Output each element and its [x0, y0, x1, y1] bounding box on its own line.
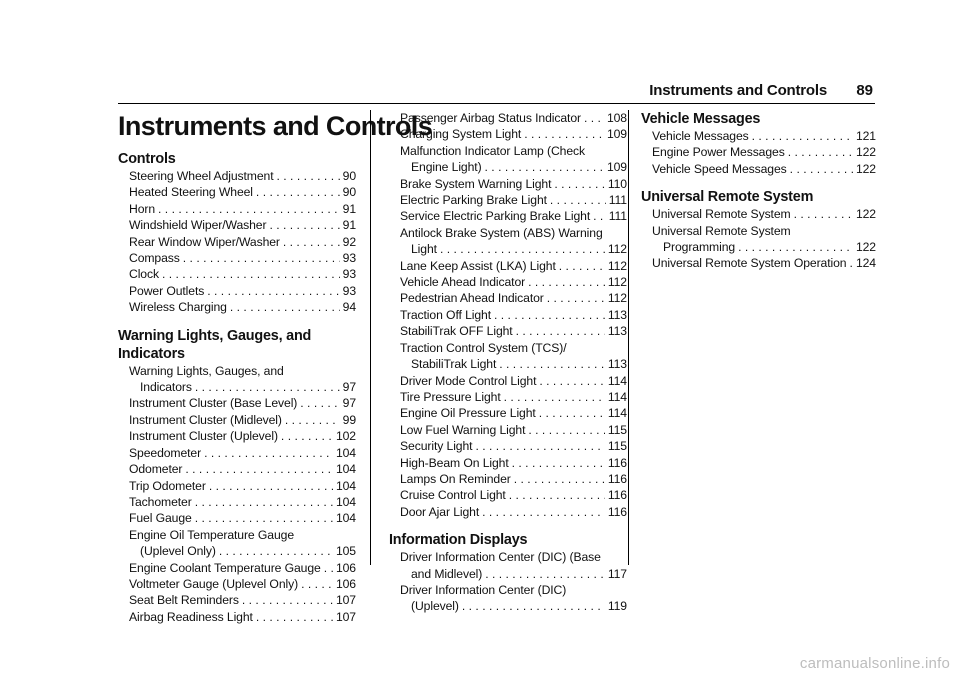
running-header-title: Instruments and Controls	[649, 82, 827, 99]
toc-entry-title: Instrument Cluster (Midlevel)	[129, 412, 282, 427]
dot-leader	[514, 471, 605, 487]
toc-page-number: 122	[855, 161, 876, 176]
toc-page-number: 90	[342, 185, 356, 200]
toc-entry-title: Warning Lights, Gauges, and	[129, 363, 284, 378]
toc-page-number: 121	[855, 129, 876, 143]
dot-leader	[547, 290, 605, 306]
toc-entry-title: Rear Window Wiper/Washer	[129, 234, 280, 249]
toc-entry-title: Seat Belt Reminders	[129, 593, 239, 608]
dot-leader	[550, 192, 606, 208]
toc-entry-title: Driver Information Center (DIC)	[400, 582, 567, 597]
toc-entry[interactable]	[389, 389, 627, 405]
dot-leader	[485, 566, 605, 582]
toc-entry[interactable]	[389, 422, 627, 438]
toc-entry[interactable]	[389, 504, 627, 520]
dot-leader	[195, 379, 340, 395]
dot-leader	[593, 208, 606, 224]
toc-entry-title: Clock	[129, 267, 159, 282]
toc-entry-title: Pedestrian Ahead Indicator	[400, 291, 544, 306]
toc-section	[389, 531, 627, 615]
toc-entry-title-cont: (Uplevel)	[411, 599, 459, 614]
toc-entry[interactable]	[389, 143, 627, 176]
toc-page-number: 117	[607, 566, 627, 581]
toc-page-number: 91	[342, 218, 356, 233]
toc-entry[interactable]	[389, 471, 627, 487]
toc-entry[interactable]	[389, 323, 627, 339]
toc-entry[interactable]	[118, 576, 356, 592]
toc-entry-title: Windshield Wiper/Washer	[129, 218, 267, 233]
toc-page-number: 112	[607, 242, 627, 257]
dot-leader	[277, 168, 340, 184]
toc-entry-title: Compass	[129, 251, 180, 266]
toc-entry[interactable]	[118, 560, 356, 576]
toc-page-number: 102	[335, 429, 356, 444]
toc-page-number: 111	[608, 193, 627, 208]
dot-leader	[324, 560, 333, 576]
toc-entry[interactable]	[118, 412, 356, 428]
toc-page-number: 93	[342, 267, 356, 282]
toc-entry-title: Speedometer	[129, 445, 202, 460]
toc-section	[118, 150, 356, 316]
toc-page-number: 105	[335, 544, 356, 559]
toc-entry[interactable]	[389, 307, 627, 323]
toc-page-number: 119	[607, 599, 627, 614]
toc-page-number: 114	[607, 389, 627, 404]
toc-page-number: 111	[608, 209, 627, 224]
toc-entry[interactable]	[118, 609, 356, 625]
dot-leader	[195, 494, 333, 510]
toc-page-number: 114	[607, 373, 627, 388]
dot-leader	[183, 250, 340, 266]
toc-page-number: 116	[607, 504, 627, 519]
toc-entry-title: Lamps On Reminder	[400, 471, 511, 486]
toc-entry-title: Electric Parking Brake Light	[400, 193, 547, 208]
toc-entry-title: Security Light	[400, 439, 473, 454]
toc-page-number: 93	[342, 251, 356, 266]
toc-entry-title: Malfunction Indicator Lamp (Check	[400, 143, 586, 158]
dot-leader	[162, 266, 340, 282]
toc-entry[interactable]	[118, 478, 356, 494]
dot-leader	[485, 159, 604, 175]
dot-leader	[559, 258, 605, 274]
toc-entry-title: Heated Steering Wheel	[129, 185, 253, 200]
toc-page-number: 122	[855, 207, 876, 222]
dot-leader	[499, 356, 605, 372]
toc-entry-title: Engine Oil Temperature Gauge	[129, 527, 294, 542]
toc-page-number: 99	[342, 412, 356, 427]
toc-entry[interactable]	[641, 223, 876, 256]
dot-leader	[281, 428, 333, 444]
toc-page-number: 104	[335, 445, 356, 460]
toc-page-number: 97	[342, 396, 356, 411]
toc-section	[389, 110, 627, 520]
toc-page-number: 106	[335, 560, 356, 575]
toc-page-number: 107	[335, 593, 356, 608]
toc-entry[interactable]	[389, 487, 627, 503]
toc-entry[interactable]	[118, 234, 356, 250]
toc-entry-title: Low Fuel Warning Light	[400, 422, 526, 437]
dot-leader	[528, 422, 604, 438]
toc-page-number: 112	[607, 258, 627, 273]
toc-page-number: 104	[335, 494, 356, 509]
toc-entry-title: Tachometer	[129, 494, 192, 509]
page-number: 89	[856, 82, 873, 99]
toc-entry[interactable]	[389, 274, 627, 290]
toc-entry[interactable]	[389, 405, 627, 421]
toc-entry[interactable]	[118, 494, 356, 510]
dot-leader	[482, 504, 605, 520]
toc-entry-title: Driver Mode Control Light	[400, 373, 537, 388]
toc-entry[interactable]	[389, 225, 627, 258]
toc-entry-title: Engine Power Messages	[652, 145, 785, 160]
section-heading: Universal Remote System	[641, 189, 814, 206]
toc-entry-title: Trip Odometer	[129, 478, 206, 493]
dot-leader	[230, 299, 340, 315]
toc-section	[641, 110, 876, 177]
dot-leader	[504, 389, 605, 405]
toc-section	[641, 188, 876, 272]
chapter-title: Instruments and Controls	[118, 111, 433, 141]
toc-page-number: 112	[607, 291, 627, 306]
toc-entry-title: Passenger Airbag Status Indicator	[400, 111, 581, 125]
dot-leader	[539, 373, 605, 389]
dot-leader	[516, 323, 605, 339]
toc-page-number: 109	[606, 127, 627, 142]
toc-entry-title: Wireless Charging	[129, 300, 227, 315]
dot-leader	[494, 307, 605, 323]
toc-entry[interactable]	[389, 455, 627, 471]
dot-leader	[204, 445, 333, 461]
toc-page-number: 115	[607, 422, 627, 437]
toc-entry[interactable]	[118, 395, 356, 411]
toc-page-number: 116	[607, 455, 627, 470]
toc-entry[interactable]	[118, 445, 356, 461]
toc-entry-title: Power Outlets	[129, 283, 205, 298]
dot-leader	[207, 283, 339, 299]
toc-page-number: 122	[855, 145, 876, 160]
dot-leader	[584, 110, 604, 126]
dot-leader	[209, 478, 333, 494]
toc-entry[interactable]	[389, 258, 627, 274]
toc-entry[interactable]	[118, 592, 356, 608]
dot-leader	[158, 201, 340, 217]
dot-leader	[509, 487, 605, 503]
dot-leader	[301, 576, 333, 592]
toc-entry[interactable]	[118, 299, 356, 315]
toc-entry-title-cont: Programming	[663, 240, 736, 255]
section-heading: Controls	[118, 151, 176, 167]
dot-leader	[300, 395, 339, 411]
toc-page-number: 90	[342, 169, 356, 183]
toc-page-number: 93	[342, 283, 356, 298]
toc-entry[interactable]	[118, 201, 356, 217]
toc-entry-title: StabiliTrak OFF Light	[400, 324, 513, 339]
toc-entry-title: Service Electric Parking Brake Light	[400, 209, 591, 224]
toc-entry[interactable]	[389, 126, 627, 142]
toc-page-number: 97	[342, 380, 356, 395]
toc-entry-title: Engine Oil Pressure Light	[400, 406, 536, 421]
section-heading: Information Displays	[389, 532, 528, 549]
toc-entry[interactable]	[118, 250, 356, 266]
toc-page-number: 115	[607, 439, 627, 454]
dot-leader	[195, 510, 333, 526]
section-heading: Warning Lights, Gauges, and Indicators	[118, 327, 312, 362]
toc-page-number: 107	[335, 609, 356, 624]
toc-entry[interactable]	[641, 128, 876, 144]
toc-page-number: 114	[607, 406, 627, 421]
toc-column-3	[641, 110, 876, 276]
toc-page-number: 110	[607, 176, 627, 191]
toc-entry-title: Door Ajar Light	[400, 504, 480, 519]
toc-entry-title: Odometer	[129, 462, 183, 477]
toc-entry-title: Brake System Warning Light	[400, 176, 552, 191]
toc-page-number: 94	[342, 300, 356, 315]
toc-entry-title: Tire Pressure Light	[400, 389, 501, 404]
dot-leader	[185, 461, 333, 477]
toc-entry-title: Instrument Cluster (Uplevel)	[129, 429, 278, 444]
toc-entry[interactable]	[389, 340, 627, 373]
toc-page-number: 116	[607, 488, 627, 503]
toc-entry[interactable]	[641, 144, 876, 160]
toc-entry-title: Vehicle Messages	[652, 129, 749, 143]
toc-entry-title-cont: and Midlevel)	[411, 566, 483, 581]
toc-page-number: 104	[335, 478, 356, 493]
toc-entry-title: Cruise Control Light	[400, 488, 506, 503]
dot-leader	[462, 598, 605, 614]
toc-entry-title: High-Beam On Light	[400, 455, 509, 470]
toc-entry-title: Universal Remote System	[652, 223, 791, 238]
toc-entry[interactable]	[389, 110, 627, 126]
toc-page-number: 113	[607, 324, 627, 339]
toc-entry[interactable]	[389, 176, 627, 192]
header-rule	[118, 103, 875, 104]
toc-entry-title-cont: Engine Light)	[411, 160, 482, 175]
page-header	[118, 78, 875, 104]
toc-entry[interactable]	[118, 428, 356, 444]
section-heading: Vehicle Messages	[641, 111, 761, 127]
dot-leader	[475, 438, 604, 454]
toc-entry[interactable]	[641, 255, 876, 271]
toc-entry-title: Vehicle Speed Messages	[652, 161, 787, 176]
toc-entry-title: Steering Wheel Adjustment	[129, 169, 274, 183]
toc-entry-title: Airbag Readiness Light	[129, 609, 253, 624]
toc-entry[interactable]	[118, 363, 356, 396]
toc-entry[interactable]	[118, 461, 356, 477]
dot-leader	[219, 543, 333, 559]
toc-page-number: 122	[855, 240, 876, 255]
toc-entry-title: Fuel Gauge	[129, 511, 192, 526]
dot-leader	[539, 405, 605, 421]
toc-page-number: 113	[607, 307, 627, 322]
dot-leader	[794, 206, 853, 222]
toc-column-1	[118, 150, 356, 629]
toc-page-number: 108	[606, 111, 627, 125]
toc-entry-title-cont: Light	[411, 242, 437, 257]
toc-entry-title-cont: StabiliTrak Light	[411, 357, 497, 372]
toc-entry[interactable]	[389, 208, 627, 224]
toc-entry[interactable]	[118, 217, 356, 233]
dot-leader	[242, 592, 333, 608]
toc-page-number: 109	[606, 160, 627, 175]
toc-page-number: 112	[607, 275, 627, 290]
column-divider	[370, 110, 371, 565]
toc-page-number: 91	[342, 201, 356, 216]
toc-entry-title: Lane Keep Assist (LKA) Light	[400, 258, 556, 273]
toc-entry[interactable]	[389, 373, 627, 389]
dot-leader	[738, 239, 853, 255]
toc-page-number: 104	[335, 462, 356, 477]
toc-entry-title: Traction Off Light	[400, 307, 492, 322]
dot-leader	[440, 241, 605, 257]
toc-entry[interactable]	[389, 438, 627, 454]
dot-leader	[528, 274, 605, 290]
toc-entry[interactable]	[118, 510, 356, 526]
dot-leader	[524, 126, 604, 142]
toc-entry-title-cont: (Uplevel Only)	[140, 544, 216, 559]
toc-entry-title: Instrument Cluster (Base Level)	[129, 396, 298, 411]
toc-entry[interactable]	[641, 206, 876, 222]
toc-entry-title: Engine Coolant Temperature Gauge	[129, 560, 321, 575]
dot-leader	[752, 128, 853, 144]
toc-entry-title: Vehicle Ahead Indicator	[400, 275, 526, 290]
toc-entry[interactable]	[118, 168, 356, 184]
column-divider	[628, 110, 629, 565]
toc-entry[interactable]	[641, 161, 876, 177]
toc-entry[interactable]	[389, 290, 627, 306]
watermark: carmanualsonline.info	[799, 655, 950, 672]
dot-leader	[256, 609, 333, 625]
toc-page-number: 106	[335, 576, 356, 591]
toc-entry[interactable]	[118, 527, 356, 560]
dot-leader	[850, 255, 853, 271]
dot-leader	[554, 176, 604, 192]
toc-entry[interactable]	[118, 283, 356, 299]
toc-page-number: 104	[335, 511, 356, 526]
dot-leader	[790, 161, 853, 177]
toc-entry-title: Horn	[129, 201, 156, 216]
toc-entry-title: Traction Control System (TCS)/	[400, 340, 567, 355]
toc-entry[interactable]	[389, 549, 627, 582]
toc-entry[interactable]	[389, 582, 627, 615]
toc-entry-title-cont: Indicators	[140, 380, 192, 395]
dot-leader	[512, 455, 605, 471]
dot-leader	[285, 412, 340, 428]
toc-entry-title: Antilock Brake System (ABS) Warning	[400, 225, 603, 240]
toc-entry-title: Universal Remote System	[652, 207, 791, 222]
toc-page-number: 116	[607, 471, 627, 486]
toc-entry-title: Charging System Light	[400, 127, 522, 142]
toc-page-number: 113	[607, 357, 627, 372]
toc-section	[118, 327, 356, 626]
dot-leader	[788, 144, 853, 160]
toc-entry[interactable]	[118, 184, 356, 200]
dot-leader	[269, 217, 339, 233]
toc-page-number: 124	[855, 256, 876, 271]
toc-page-number: 92	[342, 234, 356, 249]
toc-entry-title: Driver Information Center (DIC) (Base	[400, 550, 601, 565]
toc-entry[interactable]	[118, 266, 356, 282]
toc-entry[interactable]	[389, 192, 627, 208]
toc-column-2	[389, 110, 627, 619]
dot-leader	[256, 184, 340, 200]
dot-leader	[283, 234, 340, 250]
toc-entry-title: Universal Remote System Operation	[652, 256, 847, 271]
toc-entry-title: Voltmeter Gauge (Uplevel Only)	[129, 576, 299, 591]
